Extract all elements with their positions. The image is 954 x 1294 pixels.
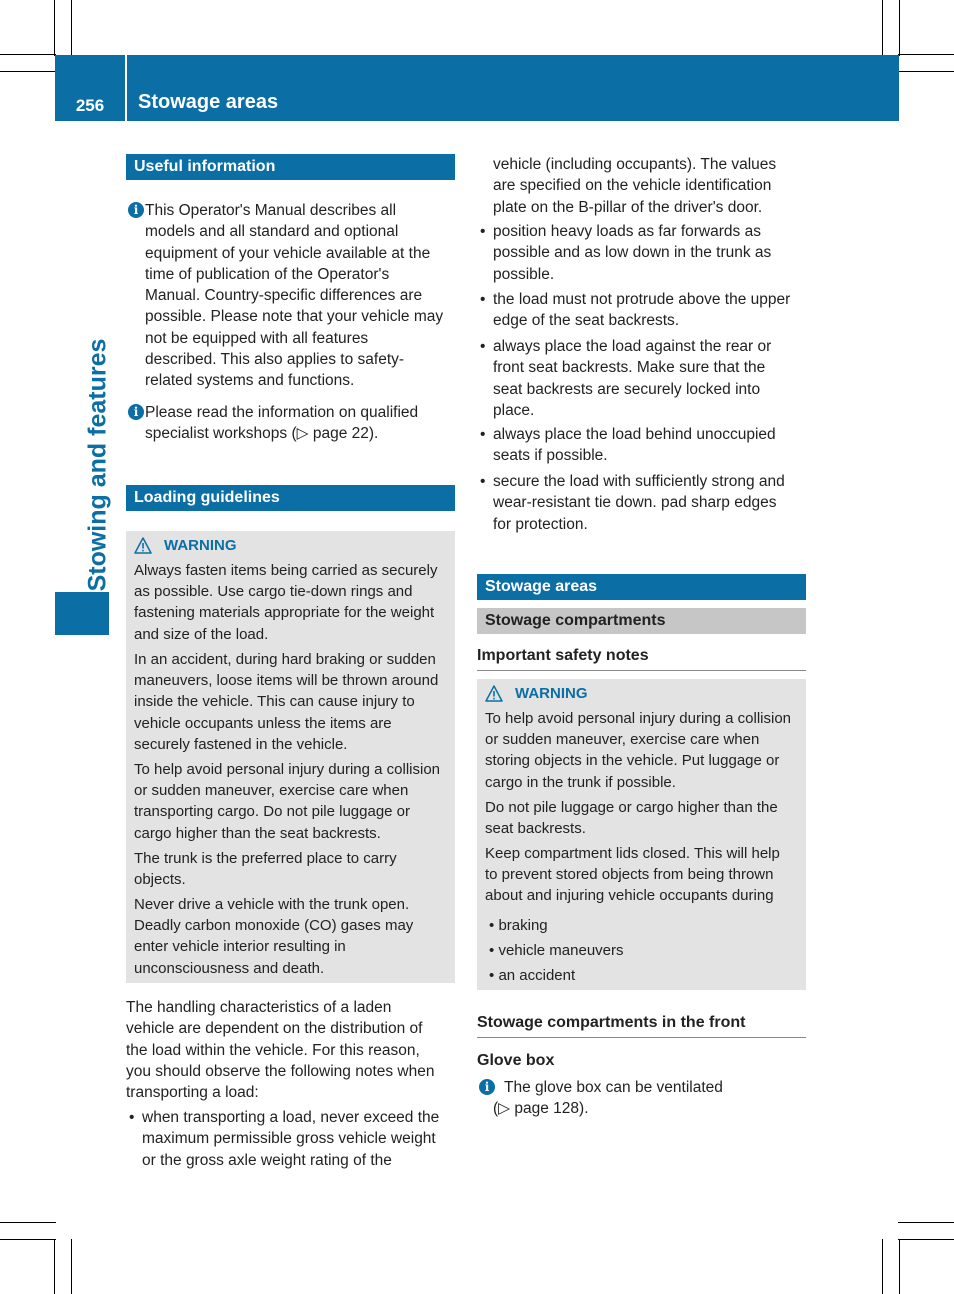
list-item-text: an accident — [498, 967, 576, 984]
info-text — [145, 402, 418, 445]
text-line: to prevent stored objects from being thrown — [485, 866, 774, 884]
text-line: The handling characteristics of a laden — [126, 999, 392, 1016]
text-line: maximum permissible gross vehicle weight — [142, 1130, 436, 1148]
text-line: The glove box can be ventilated — [504, 1079, 723, 1096]
body-paragraph — [126, 997, 458, 1103]
text-line: or sudden maneuver, exercise care when — [134, 782, 409, 800]
text-line: secure the load with sufficiently strong and — [493, 473, 785, 490]
text-line: described. This also applies to safety- — [145, 351, 405, 369]
crop-mark — [0, 54, 56, 55]
text-line: always place the load behind unoccupied — [493, 426, 776, 443]
warning-label: WARNING — [164, 537, 237, 554]
crop-mark — [898, 71, 954, 72]
warning-triangle-icon — [485, 685, 503, 702]
crop-mark — [0, 1222, 56, 1223]
header-divider — [125, 55, 127, 121]
text-line: unconsciousness and death. — [134, 959, 325, 977]
list-item-text — [493, 336, 771, 421]
text-line: front seat backrests. Make sure that the — [493, 359, 766, 377]
list-item-text — [493, 289, 790, 332]
crop-mark — [899, 0, 900, 56]
text-line: the load must not protrude above the upper — [493, 291, 791, 308]
crop-mark — [899, 1239, 900, 1294]
text-line: possible and as low down in the trunk as — [493, 244, 772, 262]
warning-label: WARNING — [515, 685, 588, 702]
text-line: securely fastened in the vehicle. — [134, 735, 348, 753]
text-line: edge of the seat backrests. — [493, 312, 680, 330]
crop-mark — [898, 1239, 954, 1240]
warning-box — [477, 679, 806, 990]
text-line: maneuvers, loose items will be thrown around — [134, 672, 439, 690]
warning-paragraph — [485, 797, 801, 839]
text-line: Never drive a vehicle with the trunk open. — [134, 896, 410, 913]
text-line: wear-resistant tie down. pad sharp edges — [493, 494, 777, 512]
useful-information-heading: Useful information — [126, 154, 455, 180]
crop-mark — [54, 1239, 55, 1294]
warning-header — [134, 537, 237, 554]
warning-paragraph — [134, 848, 450, 890]
info-text — [493, 1098, 589, 1119]
stowage-compartments-heading: Stowage compartments — [477, 608, 806, 634]
info-icon: i — [128, 202, 144, 218]
text-line: when transporting a load, never exceed the — [142, 1109, 440, 1126]
text-line: Manual. Country-specific differences are — [145, 287, 423, 305]
crop-mark — [54, 0, 55, 56]
text-line: about and injuring vehicle occupants during — [485, 887, 774, 905]
warning-box — [126, 531, 455, 983]
text-line: related systems and functions. — [145, 372, 355, 390]
text-line: seat backrests are securely locked into — [493, 380, 761, 398]
warning-paragraph — [134, 560, 450, 645]
warning-paragraph — [485, 708, 801, 793]
warning-paragraph — [134, 894, 450, 979]
bullet: • — [489, 967, 495, 984]
list-item-text: vehicle maneuvers — [498, 942, 624, 959]
crop-mark — [0, 1239, 56, 1240]
text-line: vehicle are dependent on the distribution of — [126, 1020, 423, 1038]
crop-mark — [882, 0, 883, 56]
list-item-text — [493, 424, 776, 467]
text-line: transporting a load: — [126, 1084, 259, 1102]
warning-paragraph — [134, 759, 450, 844]
list-item-continuation — [493, 154, 813, 218]
bullet: • — [480, 426, 486, 443]
text-line: for protection. — [493, 515, 588, 533]
text-line: objects. — [134, 871, 186, 889]
page-reference-link[interactable]: specialist workshops (▷ page 22). — [145, 425, 379, 443]
text-line: fastening materials appropriate for the weight — [134, 604, 435, 622]
text-line: not be equipped with all features — [145, 329, 369, 347]
text-line: cargo in the trunk if possible. — [485, 773, 676, 791]
text-line: models and all standard and optional — [145, 223, 399, 241]
crop-mark — [0, 71, 56, 72]
text-line: transporting cargo. Do not pile luggage or — [134, 803, 411, 821]
text-line: The trunk is the preferred place to carry — [134, 850, 397, 867]
text-line: seat backrests. — [485, 820, 586, 838]
text-line: vehicle occupants unless the items are — [134, 714, 392, 732]
info-text — [504, 1077, 723, 1098]
bullet: • — [489, 942, 495, 959]
bullet: • — [480, 223, 486, 240]
text-line: Please read the information on qualified — [145, 404, 419, 421]
text-line: To help avoid personal injury during a collision — [485, 710, 792, 727]
crop-mark — [898, 54, 954, 55]
bullet: • — [480, 338, 486, 355]
crop-mark — [898, 1222, 954, 1223]
text-line: and size of the load. — [134, 625, 269, 643]
crop-mark — [71, 1239, 72, 1294]
text-line: Deadly carbon monoxide (CO) gases may — [134, 917, 414, 935]
list-item — [485, 965, 801, 990]
list-item-text: braking — [498, 917, 548, 934]
text-line: or the gross axle weight rating of the — [142, 1151, 392, 1169]
crop-mark — [71, 0, 72, 56]
list-item — [485, 940, 801, 965]
warning-triangle-icon — [134, 537, 152, 554]
warning-paragraph — [134, 649, 450, 755]
page-title: Stowage areas — [138, 91, 279, 113]
warning-list — [485, 915, 801, 990]
text-line: In an accident, during hard braking or sudden — [134, 651, 436, 668]
text-line: vehicle (including occupants). The values — [493, 156, 777, 173]
text-line: or sudden maneuver, exercise care when — [485, 731, 760, 749]
text-line: This Operator's Manual describes all — [145, 202, 397, 219]
bullet: • — [480, 473, 486, 490]
front-compartments-heading: Stowage compartments in the front — [477, 1014, 806, 1038]
glove-box-heading: Glove box — [477, 1052, 555, 1069]
text-line: are specified on the vehicle identification — [493, 177, 772, 195]
warning-header — [485, 685, 588, 702]
bullet: • — [489, 917, 495, 934]
page-reference-link[interactable]: (▷ page 128). — [493, 1100, 589, 1117]
page-number: 256 — [75, 96, 105, 115]
list-item-text — [493, 471, 785, 535]
stowage-areas-heading: Stowage areas — [477, 574, 806, 600]
info-icon: i — [128, 404, 144, 420]
section-tab-label: Stowing and features — [83, 338, 112, 592]
text-line: equipment of your vehicle available at the — [145, 244, 431, 262]
text-line: inside the vehicle. This can cause injury to — [134, 693, 415, 711]
text-line: as possible. Use cargo tie-down rings and — [134, 583, 413, 601]
list-item — [485, 915, 801, 940]
safety-notes-heading: Important safety notes — [477, 647, 806, 671]
text-line: cargo higher than the seat backrests. — [134, 824, 381, 842]
section-tab-marker — [55, 592, 109, 635]
text-line: always place the load against the rear or — [493, 338, 772, 355]
text-line: storing objects in the vehicle. Put luggage or — [485, 752, 780, 770]
text-line: seats if possible. — [493, 447, 608, 465]
text-line: To help avoid personal injury during a collision — [134, 761, 441, 778]
list-item-text — [142, 1107, 439, 1171]
text-line: time of publication of the Operator's — [145, 265, 390, 283]
text-line: Always fasten items being carried as securely — [134, 562, 438, 579]
info-text — [145, 200, 443, 392]
warning-paragraph — [485, 843, 801, 907]
text-line: Keep compartment lids closed. This will help — [485, 845, 780, 862]
text-line: enter vehicle interior resulting in — [134, 938, 346, 956]
crop-mark — [882, 1239, 883, 1294]
text-line: possible. — [493, 265, 555, 283]
bullet: • — [129, 1109, 135, 1126]
text-line: plate on the B-pillar of the driver's door. — [493, 198, 763, 216]
loading-guidelines-heading: Loading guidelines — [126, 485, 455, 511]
text-line: you should observe the following notes when — [126, 1062, 435, 1080]
text-line: place. — [493, 401, 535, 419]
text-line: possible. Please note that your vehicle may — [145, 308, 444, 326]
text-line: the load within the vehicle. For this reason, — [126, 1041, 420, 1059]
list-item-text — [493, 221, 771, 285]
text-line: position heavy loads as far forwards as — [493, 223, 761, 240]
text-line: Do not pile luggage or cargo higher than the — [485, 799, 778, 816]
bullet: • — [480, 291, 486, 308]
info-icon: i — [479, 1079, 495, 1095]
